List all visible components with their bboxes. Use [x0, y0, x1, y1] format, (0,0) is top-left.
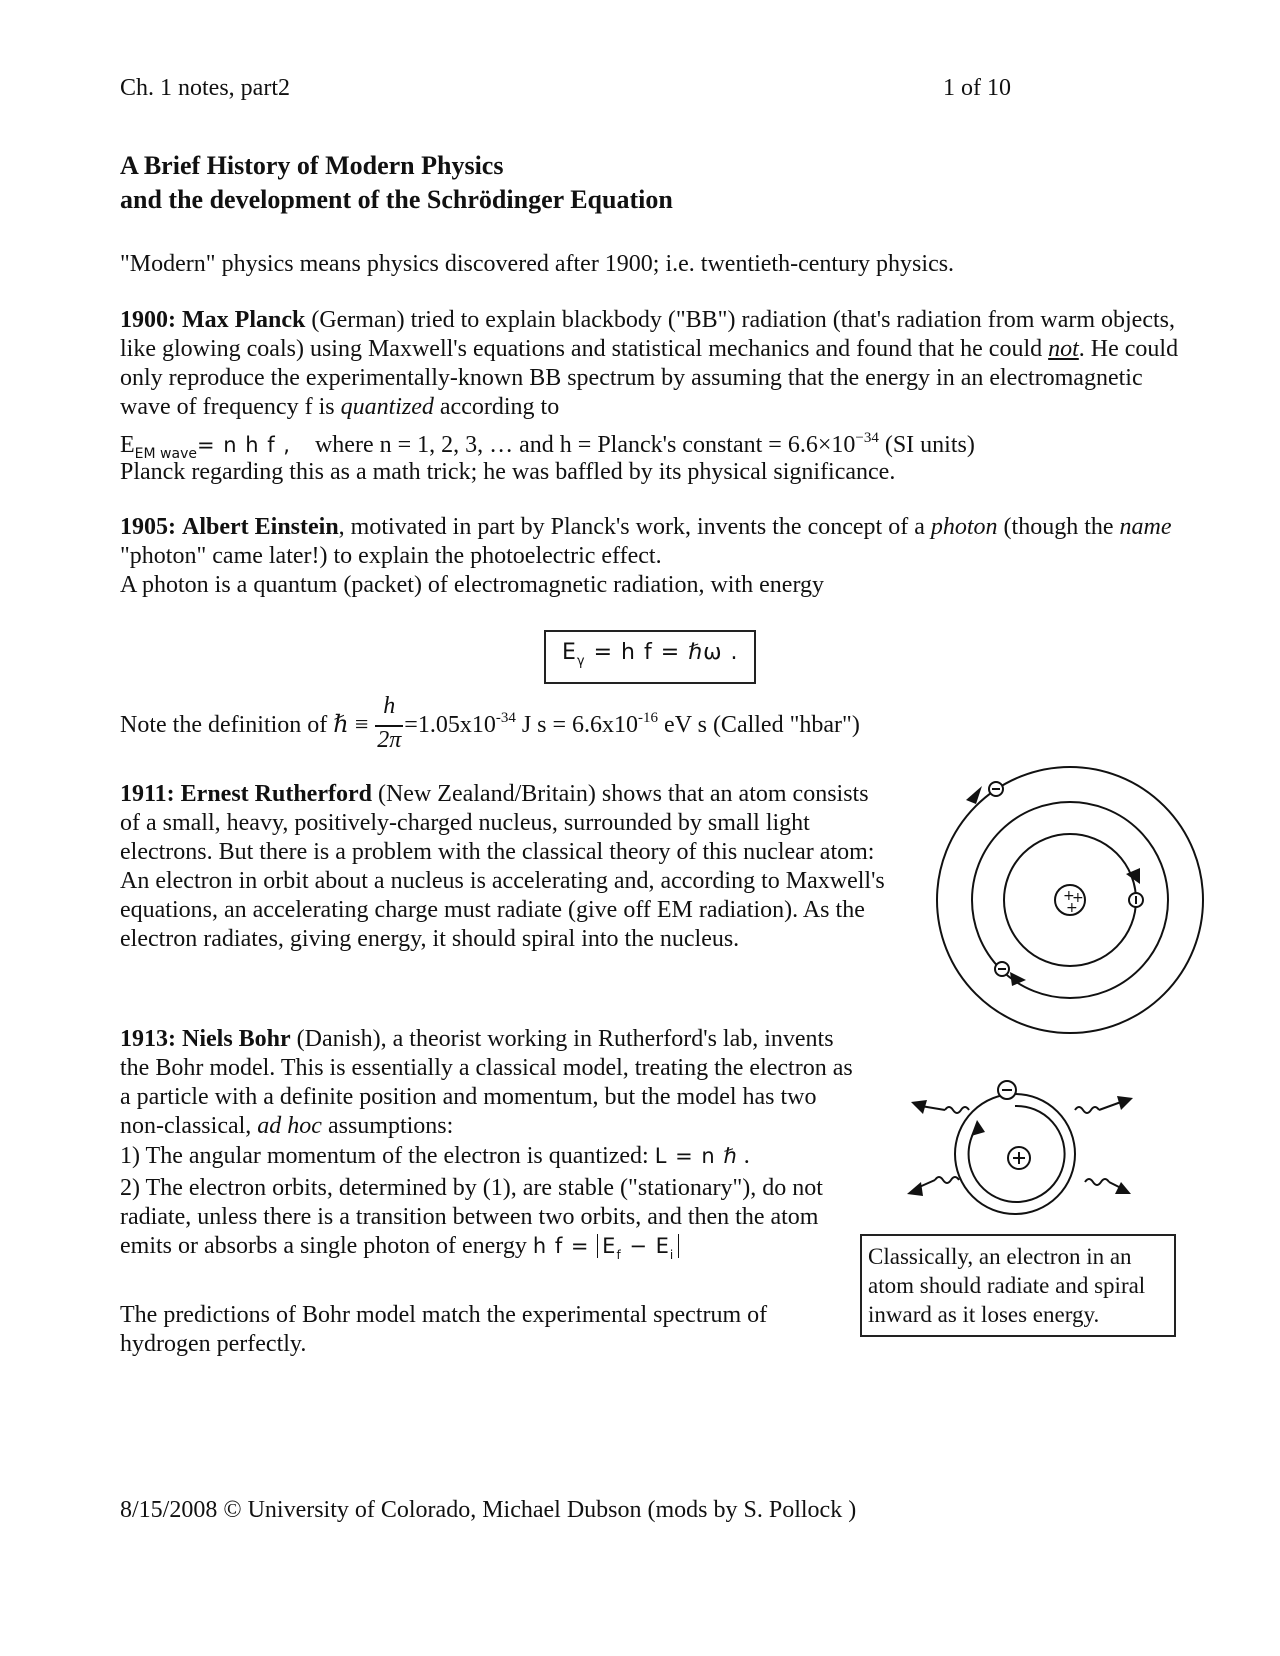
- planck-eq-sub: EM wave: [134, 446, 197, 462]
- bohr-assumption-2: [120, 1174, 840, 1270]
- photon-eq-rest: = h f = ℏω .: [585, 640, 739, 665]
- bohr-a2-sub-i: i: [669, 1248, 675, 1262]
- hbar-value-2: J s = 6.6x10: [515, 712, 639, 738]
- rutherford-text: (New Zealand/Britain) shows that an atom consists of a small, heavy, positively-charged nucleus, surrounded by small light electrons. But there is a problem with the classical theory of this nuclear atom: An electron in orbit about a nucleus is accelerating and, according to Maxwell's equations, an accelerating charge must radiate (give off EM radiation). As the electron radiates, giving energy, it should spiral into the nucleus.: [120, 781, 885, 952]
- bohr-a2-minus-Ei: − E: [621, 1234, 670, 1258]
- hbar-fraction-num: h: [383, 693, 396, 720]
- footer: 8/15/2008 © University of Colorado, Michael Dubson (mods by S. Pollock ): [120, 1497, 857, 1523]
- einstein-text-3: "photon" came later!) to explain the photoelectric effect.: [120, 543, 662, 569]
- planck-eq-E: E: [120, 432, 135, 458]
- bohr-paragraph: [120, 1025, 860, 1141]
- bohr-name: Niels Bohr: [182, 1026, 291, 1052]
- radiating-atom-diagram: [895, 1070, 1155, 1230]
- planck-not: not: [1048, 336, 1079, 362]
- radiating-nucleus: [1008, 1147, 1030, 1169]
- bohr-a2-Ef: E: [602, 1234, 617, 1258]
- einstein-photon: photon: [930, 514, 998, 540]
- nucleus-plus-3: +: [1066, 900, 1078, 916]
- hbar-exp-2: -16: [638, 710, 659, 726]
- bohr-text-2: assumptions:: [321, 1113, 454, 1139]
- planck-eq-rhs: = n h f ,: [196, 433, 291, 457]
- radiating-electron: [998, 1081, 1016, 1099]
- bohr-a2-eq: [532, 1234, 679, 1262]
- wave-lower-left-icon: [907, 1177, 959, 1196]
- nucleus: [1055, 885, 1085, 916]
- photon-eq-E: E: [562, 640, 577, 665]
- rutherford-atom-diagram: [930, 760, 1210, 1040]
- hbar-value-3: eV s (Called "hbar"): [658, 712, 860, 738]
- planck-closing: Planck regarding this as a math trick; he was baffled by its physical significance.: [120, 459, 896, 485]
- page-title: [120, 149, 1120, 217]
- einstein-paragraph: [120, 513, 1180, 571]
- nucleus-plus-2: +: [1072, 890, 1084, 906]
- hbar-note: [120, 688, 1180, 756]
- planck-year: 1900:: [120, 307, 176, 333]
- planck-eq-units: (SI units): [878, 432, 975, 458]
- hbar-fraction: [374, 693, 404, 756]
- einstein-name: Albert Einstein: [182, 514, 339, 540]
- rutherford-paragraph: [120, 780, 890, 954]
- einstein-text-2: (though the: [997, 514, 1120, 540]
- planck-quantized: quantized: [340, 394, 434, 420]
- einstein-line-2: A photon is a quantum (packet) of electromagnetic radiation, with energy: [120, 572, 825, 598]
- title-line-2: and the development of the Schrödinger Equation: [120, 185, 673, 214]
- planck-text-1: (German) tried to explain blackbody ("BB") radiation (that's radiation from warm objects, like glowing coals) using Maxwell's equations and statistical mechanics and found that he could: [120, 307, 1175, 362]
- planck-text-3: according to: [433, 394, 560, 420]
- page-number: 1 of 10: [943, 75, 1011, 101]
- bohr-a2-sub-f: f: [616, 1248, 622, 1262]
- bohr-a2-text: 2) The electron orbits, determined by (1), are stable ("stationary"), do not radiate, unless there is a transition between two orbits, and then the atom emits or absorbs a single photon of energy: [120, 1175, 823, 1259]
- electron-outer: [966, 782, 1003, 804]
- hbar-exp-1: -34: [495, 710, 516, 726]
- photon-eq-sub: γ: [576, 654, 586, 669]
- bohr-a2-hf: h f =: [532, 1234, 598, 1258]
- intro-paragraph: "Modern" physics means physics discovered after 1900; i.e. twentieth-century physics.: [120, 251, 955, 277]
- title-line-1: A Brief History of Modern Physics: [120, 151, 504, 180]
- hbar-fraction-den: 2π: [377, 727, 402, 754]
- einstein-name-word: name: [1119, 514, 1172, 540]
- bohr-a1-end: .: [737, 1143, 750, 1169]
- hbar-value-1: =1.05x10: [404, 712, 496, 738]
- wave-lower-right-icon: [1085, 1179, 1131, 1194]
- planck-name: Max Planck: [182, 307, 306, 333]
- rutherford-name: Ernest Rutherford: [180, 781, 372, 807]
- bohr-text-1: (Danish), a theorist working in Rutherford's lab, invents the Bohr model. This is essentially a classical model, treating the electron as a particle with a definite position and momentum, but the model has two non-classical,: [120, 1026, 853, 1139]
- header-left: Ch. 1 notes, part2: [120, 75, 290, 101]
- bohr-closing: The predictions of Bohr model match the experimental spectrum of hydrogen perfectly.: [120, 1302, 768, 1357]
- wave-upper-right-icon: [1075, 1096, 1133, 1113]
- bohr-a2-abs: [597, 1234, 679, 1262]
- bohr-a1-text: 1) The angular momentum of the electron is quantized:: [120, 1143, 655, 1169]
- planck-eq-where: where n = 1, 2, 3, … and h = Planck's constant = 6.6×10: [314, 432, 856, 458]
- bohr-assumption-1: [120, 1142, 880, 1171]
- bohr-adhoc: ad hoc: [257, 1113, 322, 1139]
- wave-upper-left-icon: [911, 1100, 969, 1114]
- planck-eq-exponent: −34: [855, 430, 879, 446]
- photon-energy-box: [544, 630, 756, 684]
- electron-lower: [995, 962, 1026, 986]
- rutherford-year: 1911:: [120, 781, 175, 807]
- spiral-arrow-icon: [971, 1120, 985, 1136]
- bohr-a1-eq: L = n ℏ: [654, 1144, 738, 1168]
- figure-caption: Classically, an electron in an atom should radiate and spiral inward as it loses energy.: [860, 1234, 1176, 1337]
- planck-text-2: . He could only reproduce the experimentally-known BB spectrum by assuming that the energy in an electromagnetic wave of frequency f is: [120, 336, 1179, 420]
- nucleus-plus-1: +: [1063, 888, 1075, 904]
- einstein-year: 1905:: [120, 514, 176, 540]
- planck-paragraph: [120, 306, 1180, 422]
- einstein-text-1: , motivated in part by Planck's work, invents the concept of a: [338, 514, 931, 540]
- bohr-year: 1913:: [120, 1026, 176, 1052]
- hbar-lead: Note the definition of ℏ ≡: [120, 712, 369, 738]
